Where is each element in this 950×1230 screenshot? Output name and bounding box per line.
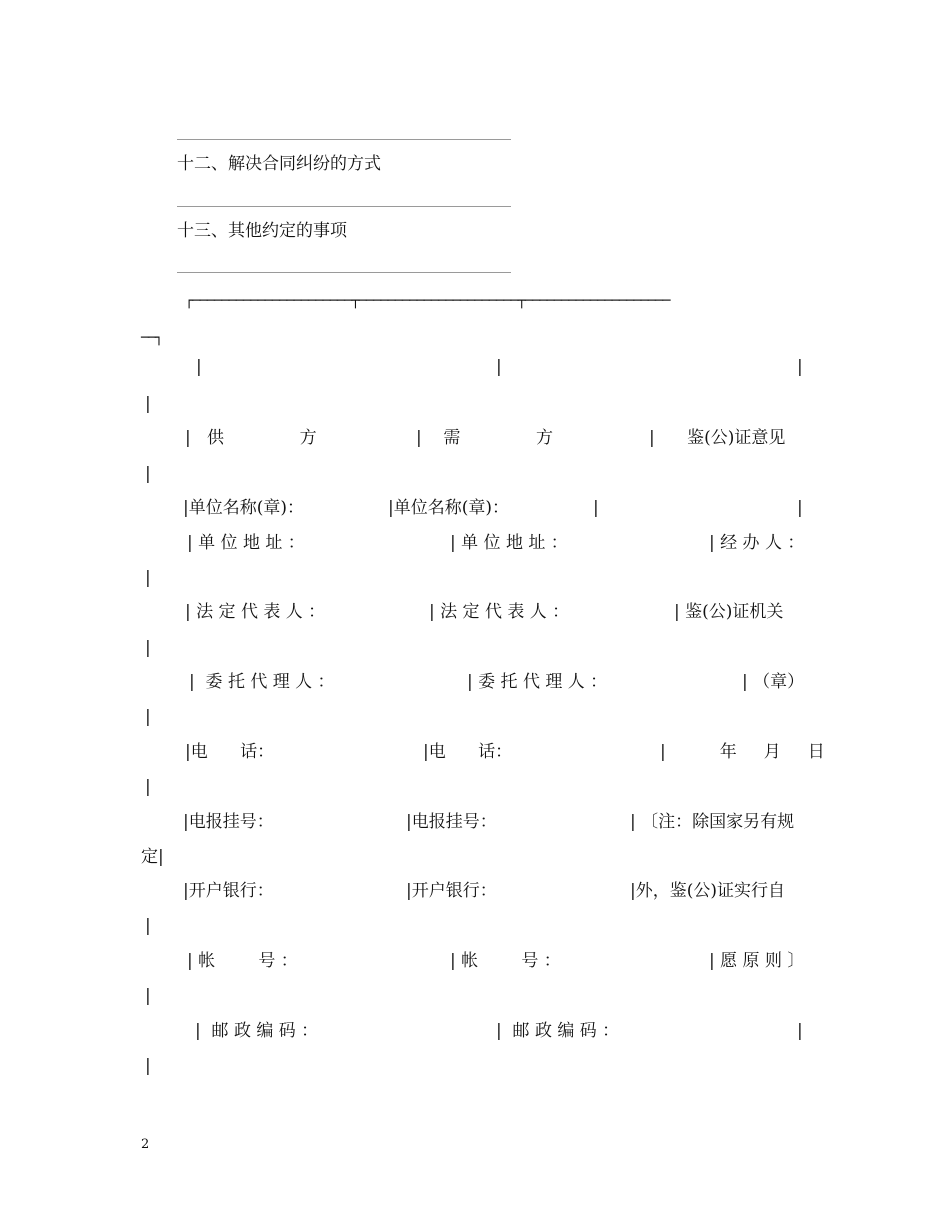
row-wrap-bar: | [145, 916, 151, 936]
cell-supplier-unit-name: |单位名称(章)： [183, 498, 304, 518]
row-wrap-bar: | [145, 986, 151, 1006]
table-row [0, 600, 950, 624]
cell-buyer-legal-rep: | 法 定 代 表 人 ： [429, 602, 570, 622]
section-12-heading [0, 152, 950, 176]
row-wrap-bar: | [145, 638, 151, 658]
cell-notary-note-2: |外，鉴(公)证实行自 [630, 881, 785, 901]
header-supplier: | 供 方 [185, 428, 317, 448]
cell-buyer-address: | 单 位 地 址 ： [450, 533, 568, 553]
cell-supplier-telegraph: |电报挂号： [183, 812, 274, 832]
table-row [0, 355, 950, 379]
cell-buyer-agent: | 委 托 代 理 人 ： [467, 672, 608, 692]
table-top-border-tail [0, 326, 950, 350]
blank-rule-3 [177, 272, 511, 273]
table-header-row [0, 426, 950, 450]
row-wrap-bar: 定| [141, 847, 164, 867]
cell-supplier-phone: |电 话： [185, 742, 275, 762]
row-wrap [0, 914, 950, 938]
cell-notary-handler: | 经 办 人 ： [709, 533, 805, 553]
row-wrap-bar: | [145, 464, 151, 484]
cell-notary-note-3: | 愿 原 则 〕 [709, 951, 805, 971]
row-wrap [0, 462, 950, 486]
cell-notary-seal: | （章） [742, 672, 805, 692]
table-row [0, 531, 950, 555]
blank-rule-2 [177, 206, 511, 207]
table-row [0, 1019, 950, 1043]
cell-buyer-postal-code: | 邮 政 编 码 ： [496, 1021, 620, 1041]
table-row [0, 810, 950, 834]
table-row [0, 496, 950, 520]
page-number: 2 [141, 1137, 150, 1152]
cell-supplier-agent: | 委 托 代 理 人 ： [189, 672, 335, 692]
cell-buyer-unit-name: |单位名称(章)： [388, 498, 509, 518]
cell-buyer-account: | 帐 号 ： [450, 951, 561, 971]
cell-notary: | [797, 357, 803, 377]
cell-buyer: | [496, 357, 502, 377]
cell-supplier-address: | 单 位 地 址 ： [187, 533, 305, 553]
cell-right-border: | [797, 498, 803, 518]
cell-supplier: | [196, 357, 202, 377]
cell-buyer-telegraph: |电报挂号： [406, 812, 497, 832]
row-wrap [0, 636, 950, 660]
row-wrap-bar: | [145, 777, 151, 797]
row-wrap [0, 566, 950, 590]
cell-notary-authority: | 鉴(公)证机关 [674, 602, 784, 622]
cell-notary-note-1: | 〔注：除国家另有规 [630, 812, 795, 832]
table-top-border [0, 289, 950, 313]
table-top-border-tail-line: ──┐ [141, 330, 162, 346]
table-row [0, 879, 950, 903]
cell-notary-date: | 年 月 日 [660, 742, 825, 762]
blank-rule-1 [177, 139, 511, 140]
cell-buyer-phone: |电 话： [423, 742, 513, 762]
row-wrap [0, 705, 950, 729]
row-wrap-bar: | [145, 394, 151, 414]
row-wrap [0, 392, 950, 416]
cell-supplier-postal-code: | 邮 政 编 码 ： [195, 1021, 319, 1041]
row-wrap-bar: | [145, 1056, 151, 1076]
row-wrap [0, 1054, 950, 1078]
section-13-text: 十三、其他约定的事项 [177, 221, 347, 241]
section-12-text: 十二、解决合同纠纷的方式 [177, 154, 381, 174]
header-buyer: | 需 方 [416, 428, 553, 448]
cell-supplier-account: | 帐 号 ： [187, 951, 298, 971]
cell-supplier-legal-rep: | 法 定 代 表 人 ： [185, 602, 326, 622]
table-row [0, 949, 950, 973]
cell-buyer-bank: |开户银行： [406, 881, 497, 901]
section-13-heading [0, 219, 950, 243]
header-notary-opinion: | 鉴(公)证意见 [649, 428, 786, 448]
row-wrap [0, 984, 950, 1008]
row-wrap-bar: | [145, 568, 151, 588]
table-top-border-line: ┌──────────────────────┬──────────────────────┬──────────────────── [185, 293, 670, 309]
cell-notary-blank: | [797, 1021, 803, 1041]
row-wrap-bar: | [145, 707, 151, 727]
row-wrap [0, 775, 950, 799]
row-wrap [0, 845, 950, 869]
cell-notary-blank: | [593, 498, 599, 518]
table-row [0, 670, 950, 694]
table-row [0, 740, 950, 764]
cell-supplier-bank: |开户银行： [183, 881, 274, 901]
